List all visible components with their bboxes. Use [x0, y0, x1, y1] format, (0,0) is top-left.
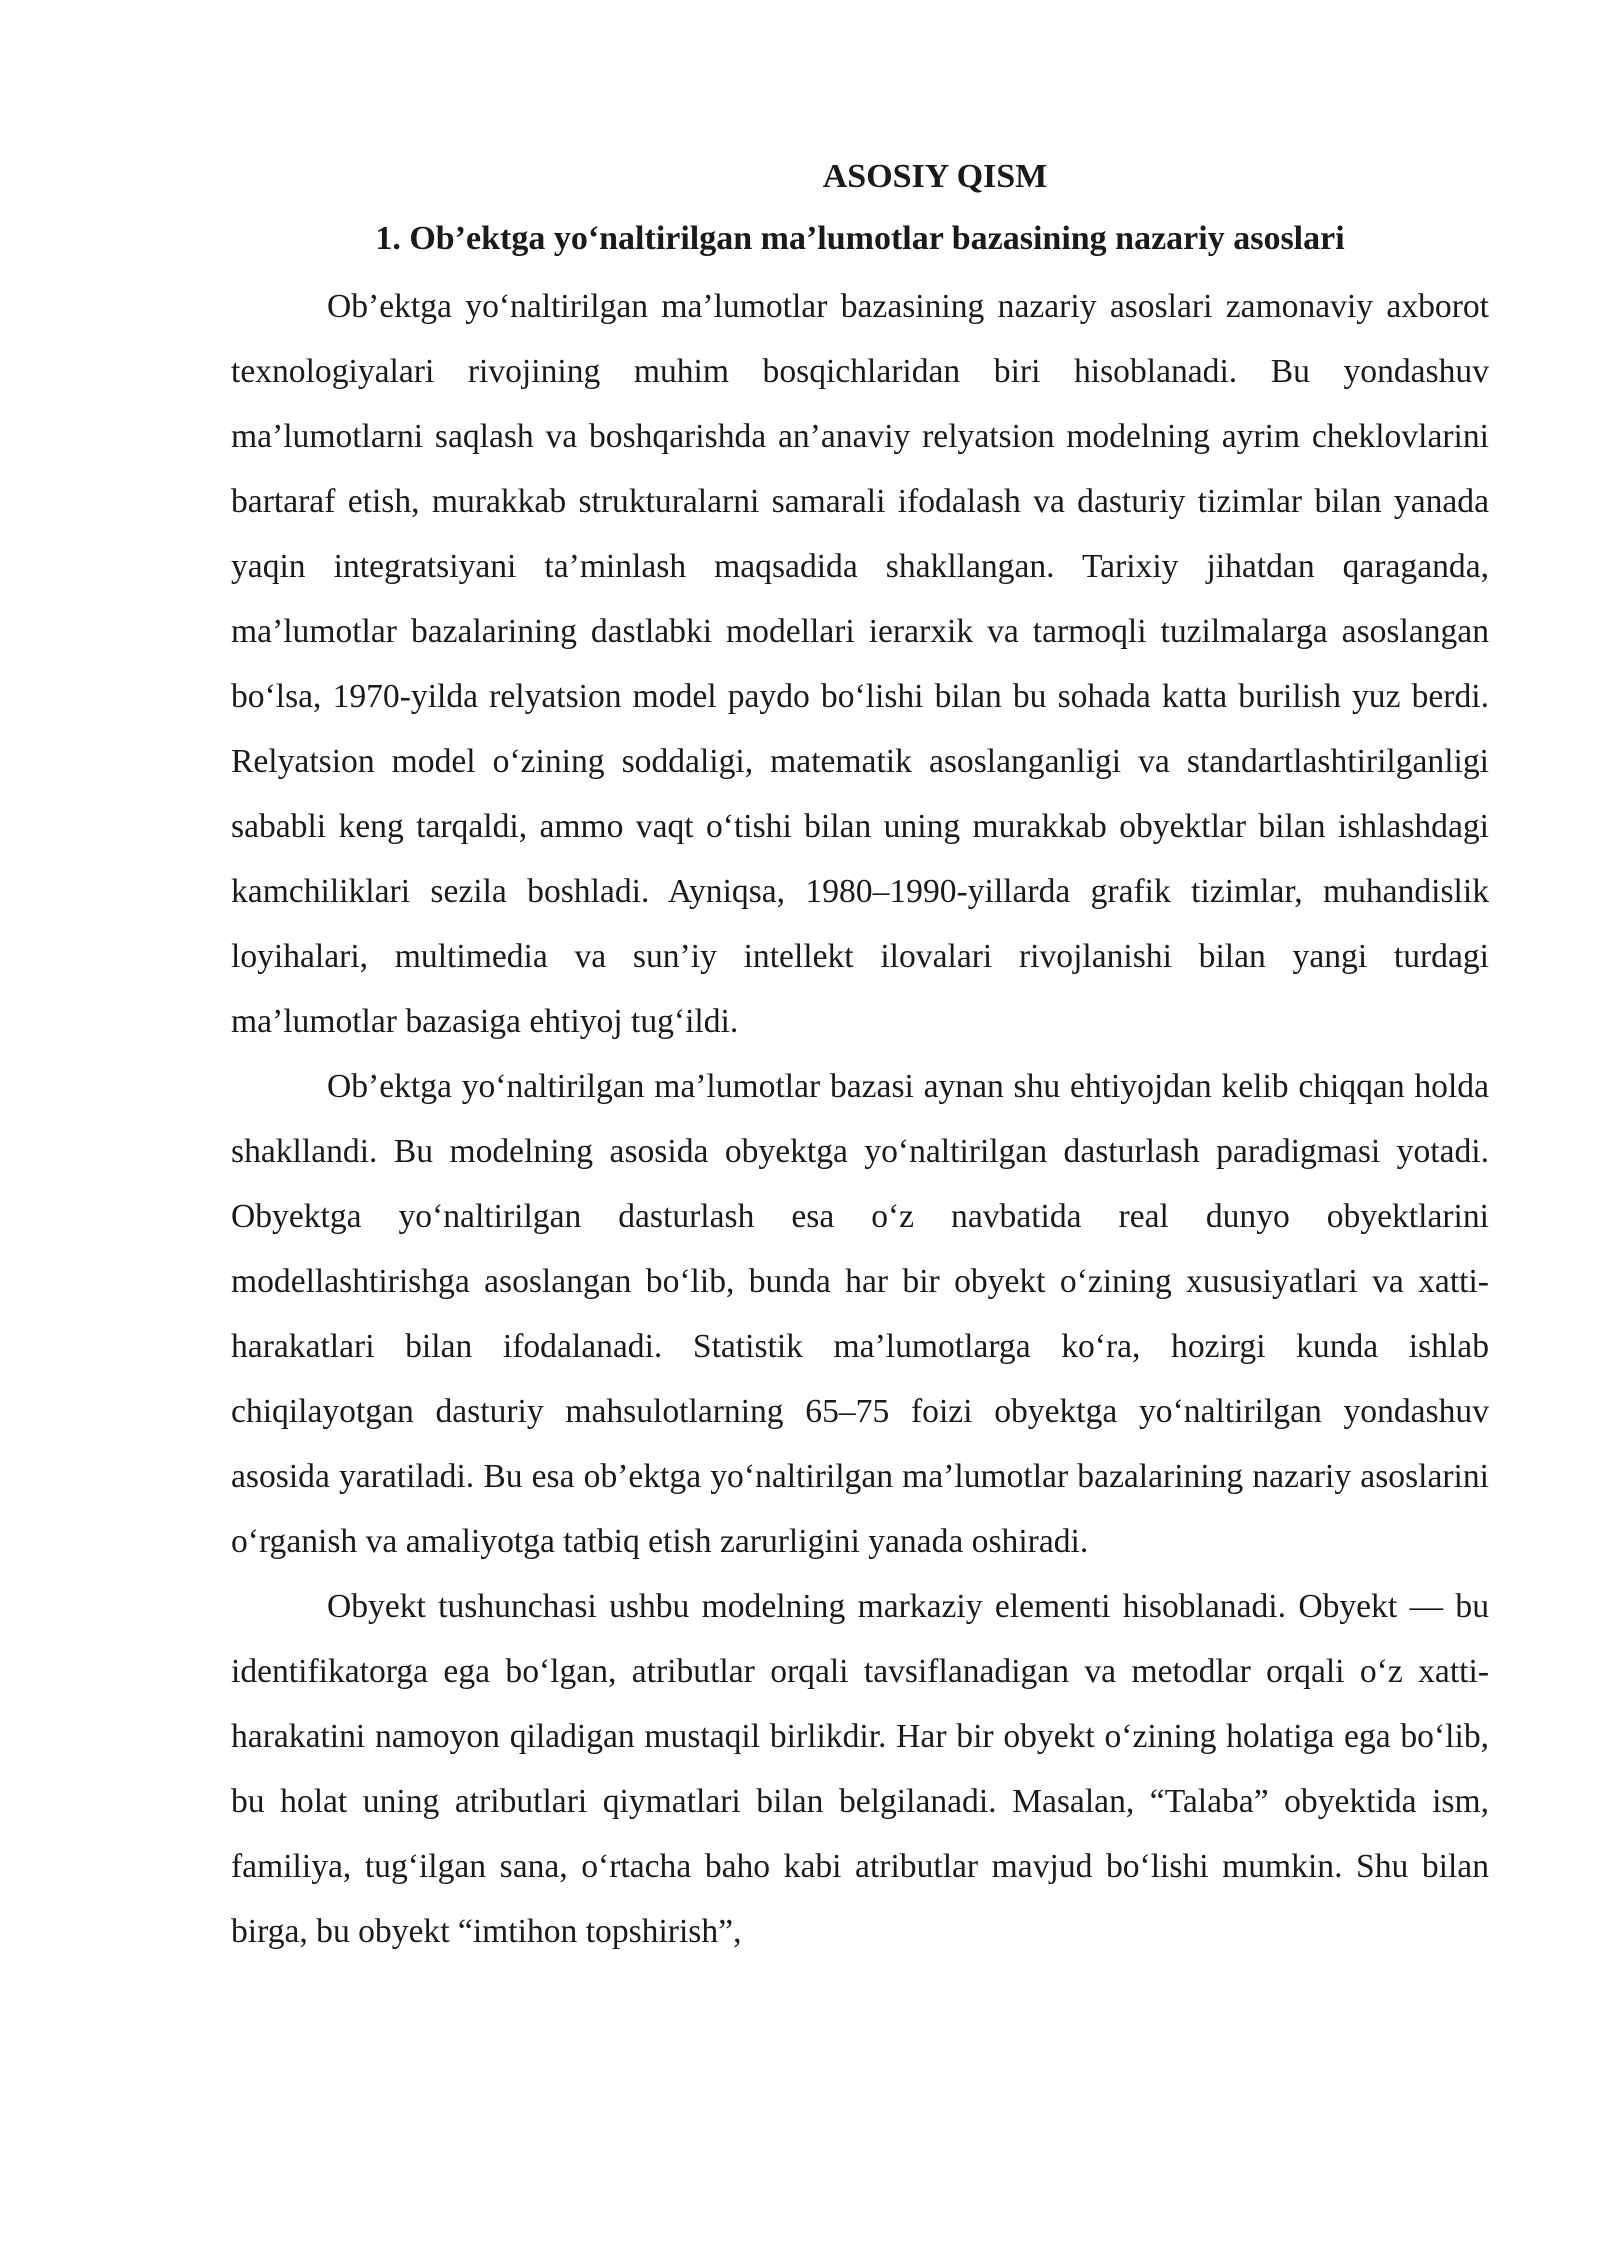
- page-content: [231, 150, 1489, 1964]
- paragraph-intro: Ob’ektga yo‘naltirilgan ma’lumotlar bazasining nazariy asoslari zamonaviy axborot texnologiyalari rivojining muhim bosqichlaridan biri hisoblanadi. Bu yondashuv ma’lumotlarni saqlash va boshqarishda an’anaviy relyatsion modelning ayrim cheklovlarini bartaraf etish, murakkab strukturalarni samarali ifodalash va dasturiy tizimlar bilan yanada yaqin integratsiyani ta’minlash maqsadida shakllangan. Tarixiy jihatdan qaraganda, ma’lumotlar bazalarining dastlabki modellari ierarxik va tarmoqli tuzilmalarga asoslangan bo‘lsa, 1970-yilda relyatsion model paydo bo‘lishi bilan bu sohada katta burilish yuz berdi. Relyatsion model o‘zining soddaligi, matematik asoslanganligi va standartlashtirilganligi sababli keng tarqaldi, ammo vaqt o‘tishi bilan uning murakkab obyektlar bilan ishlashdagi kamchiliklari sezila boshladi. Ayniqsa, 1980–1990-yillarda grafik tizimlar, muhandislik loyihalari, multimedia va sun’iy intellekt ilovalari rivojlanishi bilan yangi turdagi ma’lumotlar bazasiga ehtiyoj tug‘ildi.: [231, 288, 1489, 1040]
- paragraph-object-concept: Obyekt tushunchasi ushbu modelning markaziy elementi hisoblanadi. Obyekt — bu identifikatorga ega bo‘lgan, atributlar orqali tavsiflanadigan va metodlar orqali o‘z xatti-harakatini namoyon qiladigan mustaqil birlikdir. Har bir obyekt o‘zining holatiga ega bo‘lib, bu holat uning atributlari qiymatlari bilan belgilanadi. Masalan, “Talaba” obyektida ism, familiya, tug‘ilgan sana, o‘rtacha baho kabi atributlar mavjud bo‘lishi mumkin. Shu bilan birga, bu obyekt “imtihon topshirish”,: [231, 1588, 1489, 1950]
- paragraph-oodb-origin: Ob’ektga yo‘naltirilgan ma’lumotlar bazasi aynan shu ehtiyojdan kelib chiqqan holda shakllandi. Bu modelning asosida obyektga yo‘naltirilgan dasturlash paradigmasi yotadi. Obyektga yo‘naltirilgan dasturlash esa o‘z navbatida real dunyo obyektlarini modellashtirishga asoslangan bo‘lib, bunda har bir obyekt o‘zining xususiyatlari va xatti-harakatlari bilan ifodalanadi. Statistik ma’lumotlarga ko‘ra, hozirgi kunda ishlab chiqilayotgan dasturiy mahsulotlarning 65–75 foizi obyektga yo‘naltirilgan yondashuv asosida yaratiladi. Bu esa ob’ektga yo‘naltirilgan ma’lumotlar bazalarining nazariy asoslarini o‘rganish va amaliyotga tatbiq etish zarurligini yanada oshiradi.: [231, 1068, 1489, 1560]
- main-heading: ASOSIY QISM: [822, 158, 1048, 195]
- section-heading: 1. Ob’ektga yo‘naltirilgan ma’lumotlar bazasining nazariy asoslari: [375, 220, 1345, 257]
